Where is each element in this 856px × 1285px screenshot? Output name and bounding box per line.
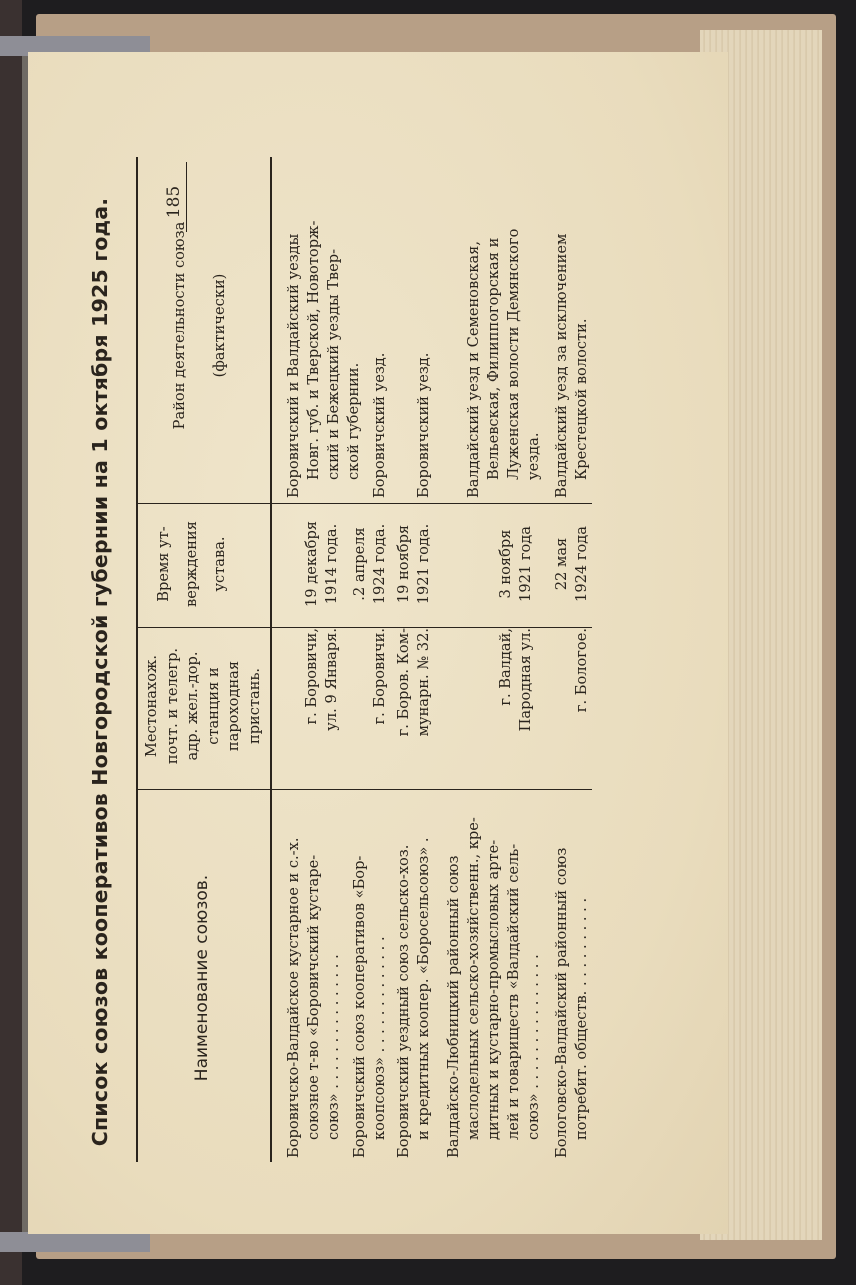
header-location: Местонахож. почт. и телегр. адр. жел.-дор. станция и пароходная пристань.: [143, 647, 263, 765]
row-1-area: Боровичский и Валдайский уезды Новг. губ. и Тверской, Новоторж- ский и Бежецкий уезды Твер- ской губернии.: [285, 220, 362, 498]
column-divider-3: [137, 503, 592, 504]
row-3-approval: 19 ноября 1921 года.: [395, 523, 432, 605]
row-1-approval: 19 декабря 1914 года.: [303, 521, 340, 607]
row-4-area: Валдайский уезд и Семеновская, Вельевская, Филиппогорская и Луженская волости Демянского уезда.: [465, 228, 542, 498]
row-1-location: г. Боровичи, ул. 9 Января.: [303, 628, 340, 731]
row-2-approval: .2 апреля 1924 года.: [351, 523, 388, 605]
row-4-approval: 3 ноября 1921 года: [497, 526, 534, 602]
row-3-name: Боровичский уездный союз сельско-хоз. и кредитных коопер. «Боросельсоюз» .: [395, 837, 432, 1158]
row-4-name: Валдайско-Любницкий районный союз маслодельных сельско-хозяйственн., кре- дитных и кустарно-промысловых арте- лей и товариществ «Валдайский сель- союз» . . . . . . . . . . . . . . .: [445, 817, 542, 1158]
row-2-name: Боровичский союз кооперативов «Бор- коопсоюз» . . . . . . . . . . . . .: [351, 855, 388, 1158]
row-5-location: г. Бологое.: [573, 628, 590, 713]
header-bottom-rule: [270, 157, 272, 1162]
rotated-page-content: [88, 102, 688, 1242]
row-5-name: Бологовско-Валдайский районный союз потребит. обществ. . . . . . . . . . .: [553, 847, 590, 1158]
row-5-approval: 22 мая 1924 года: [553, 526, 590, 602]
table-top-rule: [136, 157, 138, 1162]
row-2-location: г. Боровичи.: [371, 628, 388, 725]
row-2-area: Боровичский уезд.: [371, 352, 388, 498]
header-name: Наименование союзов.: [192, 874, 212, 1082]
header-area: Район деятельности союза (фактически): [171, 221, 228, 430]
row-3-area: Боровичский уезд.: [415, 352, 432, 498]
table-title: Список союзов кооперативов Новгородской губернии на 1 октября 1925 года.: [88, 197, 112, 1147]
column-divider-1: [137, 789, 592, 790]
header-approval: Время ут- верждения устава.: [155, 521, 228, 607]
row-3-location: г. Боров. Ком- мунарн. № 32.: [395, 628, 432, 737]
page-number: 185: [164, 185, 184, 219]
row-1-name: Боровичско-Валдайское кустарное и с.-х. союзное т-во «Боровичский кустаре- союз» . . . . . . . . . . . . . . .: [285, 837, 342, 1158]
left-board: [0, 0, 22, 1285]
row-5-area: Валдайский уезд за исключением Крестецкой волости.: [553, 233, 590, 498]
book-page: [28, 52, 728, 1234]
row-4-location: г. Валдай, Пародная ул.: [497, 628, 534, 732]
